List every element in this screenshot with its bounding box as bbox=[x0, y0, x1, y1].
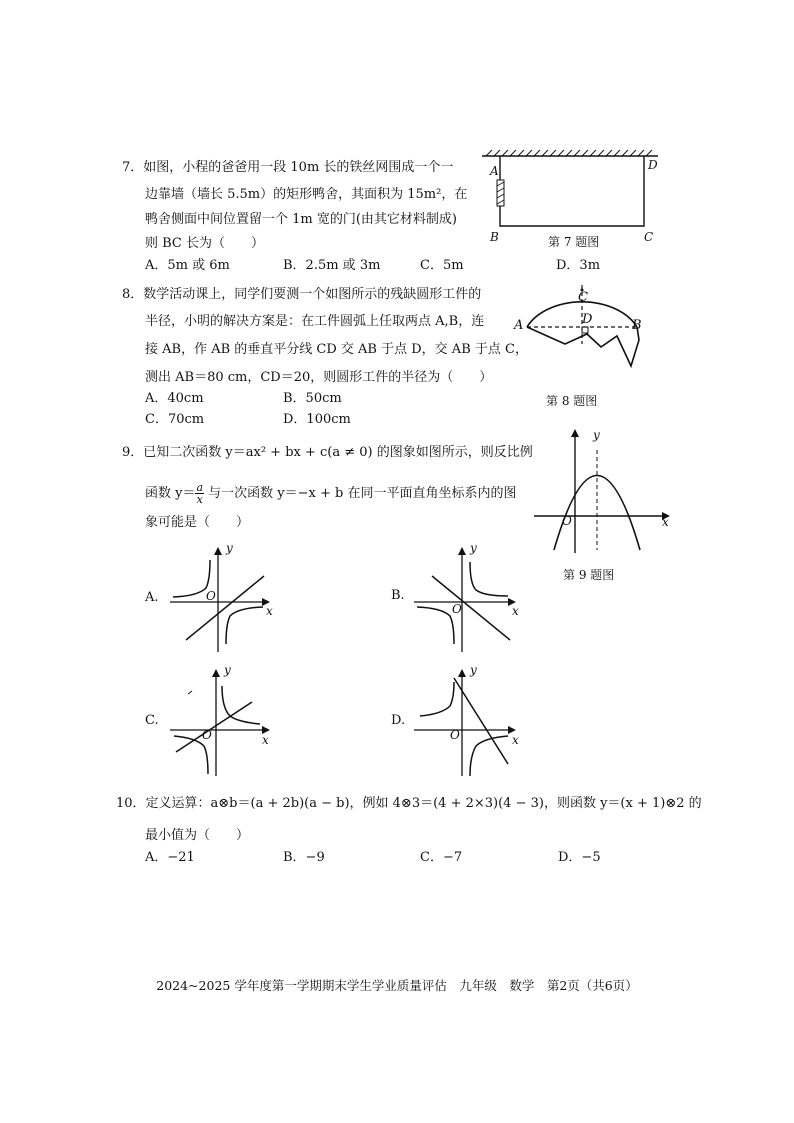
q8-option-a[interactable]: A．40cm bbox=[145, 391, 204, 406]
q9-line-1: 9．已知二次函数 y＝ax² + bx + c(a ≠ 0) 的图象如图所示，则反比例 bbox=[122, 445, 533, 460]
q9-option-d-y-label: y bbox=[470, 663, 477, 677]
q9-option-b-x-label: x bbox=[512, 604, 519, 618]
q9-caption: 第 9 题图 bbox=[563, 568, 615, 582]
q7-option-c[interactable]: C．5m bbox=[420, 258, 464, 273]
q7-line-2: 边靠墙（墙长 5.5m）的矩形鸭舍，其面积为 15m²，在 bbox=[145, 187, 468, 202]
q7-label-c: C bbox=[644, 230, 654, 244]
q8-label-b: B bbox=[632, 318, 642, 333]
q8-line-4: 测出 AB＝80 cm，CD＝20，则圆形工件的半径为（ ） bbox=[145, 370, 493, 385]
q10-option-b[interactable]: B．−9 bbox=[283, 850, 325, 865]
q9-option-a-y-label: y bbox=[226, 541, 233, 555]
page-footer: 2024~2025 学年度第一学期期末学生学业质量评估 九年级 数学 第2页（共6页） bbox=[156, 978, 638, 993]
q9-option-c-x-label: x bbox=[262, 733, 269, 747]
q9-fig-x-label: x bbox=[662, 515, 669, 529]
q9-option-d-x-label: x bbox=[512, 733, 519, 747]
q7-label-a: A bbox=[490, 164, 499, 178]
q10-line-2: 最小值为（ ） bbox=[145, 828, 250, 843]
q10-option-d[interactable]: D．−5 bbox=[558, 850, 601, 865]
q10-line-1: 10．定义运算：a⊗b＝(a + 2b)(a − b)，例如 4⊗3＝(4 + 2×3)(4 − 3)，则函数 y＝(x + 1)⊗2 的 bbox=[116, 796, 702, 811]
q7-line-4: 则 BC 长为（ ） bbox=[145, 236, 265, 251]
q8-line-2: 半径，小明的解决方案是：在工件圆弧上任取两点 A,B，连 bbox=[145, 314, 485, 329]
q9-fig-y-label: y bbox=[593, 428, 600, 442]
q9-fig-origin: O bbox=[562, 514, 572, 528]
q9-option-a-x-label: x bbox=[266, 604, 273, 618]
q9-option-b-origin: O bbox=[452, 602, 462, 616]
q9-fraction bbox=[195, 482, 204, 505]
q9-option-c-y-label: y bbox=[224, 663, 231, 677]
q9-option-c-origin: O bbox=[202, 728, 212, 742]
q7-line-1: 7．如图，小程的爸爸用一段 10m 长的铁丝网围成一个一 bbox=[122, 160, 454, 175]
q8-line-1: 8．数学活动课上，同学们要测一个如图所示的残缺圆形工件的 bbox=[122, 287, 482, 302]
q7-figure bbox=[480, 148, 670, 238]
q9-line-2-pre: 函数 y＝ bbox=[145, 486, 196, 501]
q9-option-d-origin: O bbox=[450, 728, 460, 742]
q7-option-a[interactable]: A．5m 或 6m bbox=[145, 258, 230, 273]
q7-label-d: D bbox=[648, 158, 658, 172]
q9-option-d-graph[interactable] bbox=[412, 664, 527, 779]
q7-option-b[interactable]: B．2.5m 或 3m bbox=[283, 258, 381, 273]
q9-line-3: 象可能是（ ） bbox=[145, 515, 250, 530]
q10-option-a[interactable]: A．−21 bbox=[145, 850, 195, 865]
q8-label-a: A bbox=[514, 318, 524, 333]
q9-option-b-graph[interactable] bbox=[412, 540, 527, 655]
q8-label-d: D bbox=[582, 312, 593, 327]
q9-line-2 bbox=[145, 482, 517, 505]
q9-line-2-post: 与一次函数 y＝−x + b 在同一平面直角坐标系内的图 bbox=[204, 486, 517, 501]
q7-caption: 第 7 题图 bbox=[548, 235, 600, 249]
q9-fraction-numerator: a bbox=[196, 481, 204, 494]
q8-caption: 第 8 题图 bbox=[546, 394, 598, 408]
q10-option-c[interactable]: C．−7 bbox=[420, 850, 463, 865]
q9-option-a-graph[interactable] bbox=[168, 540, 283, 655]
q7-option-d[interactable]: D．3m bbox=[556, 258, 601, 273]
q9-option-a-label[interactable]: A. bbox=[145, 590, 159, 605]
q9-option-b-label[interactable]: B. bbox=[391, 588, 405, 603]
q8-line-3: 接 AB，作 AB 的垂直平分线 CD 交 AB 于点 D，交 AB 于点 C， bbox=[145, 342, 528, 357]
q9-fraction-denominator: x bbox=[196, 493, 203, 506]
q8-option-b[interactable]: B．50cm bbox=[283, 391, 342, 406]
q9-option-c-label[interactable]: C. bbox=[145, 713, 159, 728]
q7-label-b: B bbox=[490, 230, 499, 244]
q7-line-3: 鸭舍侧面中间位置留一个 1m 宽的门(由其它材料制成) bbox=[145, 212, 458, 227]
q9-option-a-origin: O bbox=[206, 589, 216, 603]
q8-label-c: C bbox=[578, 290, 588, 305]
q9-option-b-y-label: y bbox=[470, 541, 477, 555]
q9-figure bbox=[530, 425, 675, 555]
q8-option-d[interactable]: D．100cm bbox=[283, 412, 351, 427]
q9-option-d-label[interactable]: D. bbox=[391, 713, 406, 728]
q8-option-c[interactable]: C．70cm bbox=[145, 412, 205, 427]
q9-option-c-graph[interactable] bbox=[168, 664, 283, 779]
